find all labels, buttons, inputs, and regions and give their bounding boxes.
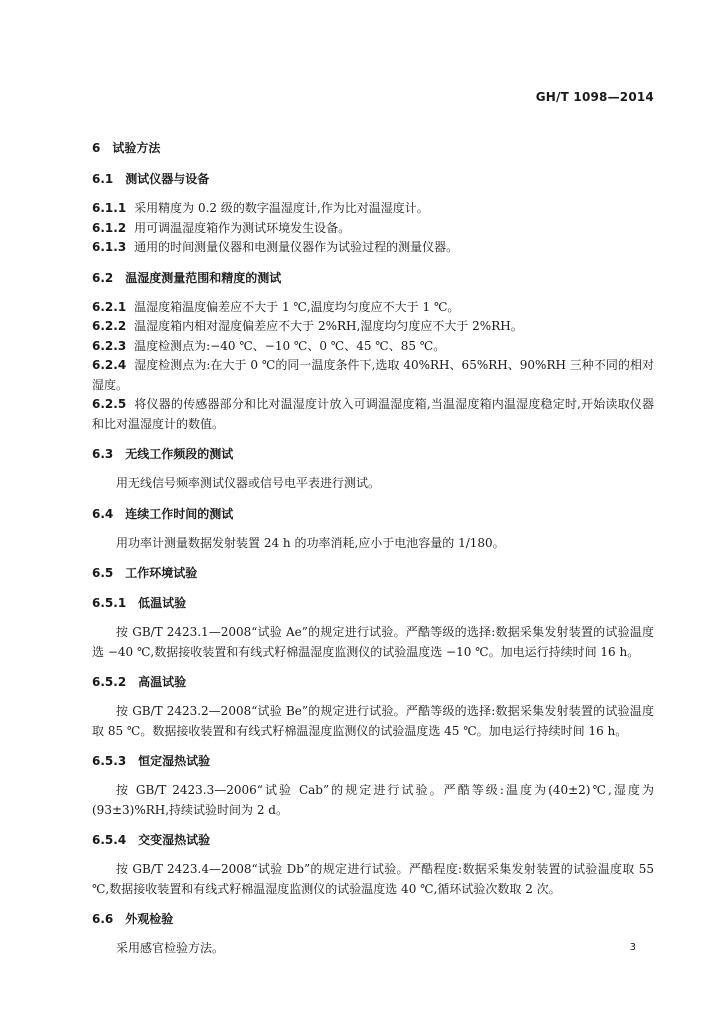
section-heading-6-5-3 (92, 751, 654, 771)
clause-6-2-2 (92, 317, 654, 337)
clause-6-1-3 (92, 238, 654, 258)
clause-6-1-2 (92, 219, 654, 239)
section-title: 试验方法 (112, 141, 161, 155)
clause-6-2-5 (92, 395, 654, 434)
section-heading-6-5 (92, 563, 654, 583)
paragraph: 按 GB/T 2423.1—2008“试验 Ae”的规定进行试验。严酷等级的选择:数据采集发射装置的试验温度选 −40 ℃,数据接收装置和有线式籽棉温湿度监测仪的试验温度选 −10 ℃。加电运行持续时间 16 h。 (92, 625, 654, 659)
paragraph: 用功率计测量数据发射装置 24 h 的功率消耗,应小于电池容量的 1/180。 (116, 535, 505, 550)
section-heading-6-5-2 (92, 672, 654, 692)
clause-text: 用可调温湿度箱作为测试环境发生设备。 (134, 220, 351, 235)
section-heading-6 (92, 138, 654, 158)
clause-number: 6.2.1 (92, 299, 127, 314)
section-number: 6 (92, 141, 101, 155)
page-number: 3 (629, 942, 636, 953)
section-number: 6.5.4 (92, 833, 127, 847)
clause-6-2-1 (92, 298, 654, 318)
section-title: 高温试验 (138, 675, 187, 689)
section-heading-6-1 (92, 169, 654, 189)
paragraph: 用无线信号频率测试仪器或信号电平表进行测试。 (116, 476, 381, 490)
paragraph: 按 GB/T 2423.3—2006“试验 Cab”的规定进行试验。严酷等级:温度为(40±2)℃,湿度为(93±3)%RH,持续试验时间为 2 d。 (92, 783, 654, 817)
standard-code: GH/T 1098—2014 (535, 90, 654, 104)
section-title: 低温试验 (138, 596, 187, 610)
clause-text: 通用的时间测量仪器和电测量仪器作为试验过程的测量仪器。 (134, 240, 459, 254)
clause-6-2-4 (92, 356, 654, 395)
paragraph: 采用感官检验方法。 (116, 941, 225, 955)
clause-number: 6.1.1 (92, 201, 127, 215)
section-heading-6-5-1 (92, 593, 654, 613)
clause-number: 6.2.4 (92, 358, 127, 372)
clause-number: 6.1.3 (92, 240, 127, 254)
clause-text: 湿度检测点为:在大于 0 ℃的同一温度条件下,选取 40%RH、65%RH、90%RH 三种不同的相对湿度。 (92, 358, 654, 392)
section-heading-6-6 (92, 909, 654, 929)
section-number: 6.3 (92, 447, 114, 461)
section-6-content (92, 138, 654, 969)
clause-number: 6.2.5 (92, 397, 127, 411)
section-number: 6.2 (92, 270, 114, 285)
paragraph: 按 GB/T 2423.4—2008“试验 Db”的规定进行试验。严酷程度:数据采集发射装置的试验温度取 55 ℃,数据接收装置和有线式籽棉温湿度监测仪的试验温度选 40 ℃,循环试验次数取 2 次。 (92, 862, 654, 896)
clause-text: 将仪器的传感器部分和比对温湿度计放入可调温湿度箱,当温湿度箱内温湿度稳定时,开始读取仪器和比对温湿度计的数值。 (92, 397, 654, 431)
section-title: 交变湿热试验 (138, 833, 211, 847)
paragraph: 按 GB/T 2423.2—2008“试验 Be”的规定进行试验。严酷等级的选择:数据采集发射装置的试验温度取 85 ℃。数据接收装置和有线式籽棉温湿度监测仪的试验温度选 45 ℃。加电运行持续时间 16 h。 (92, 704, 654, 738)
section-title: 外观检验 (125, 912, 174, 926)
section-title: 测试仪器与设备 (125, 172, 210, 186)
section-heading-6-3 (92, 444, 654, 464)
section-heading-6-2 (92, 268, 654, 288)
section-title: 连续工作时间的测试 (125, 506, 234, 521)
section-number: 6.5.2 (92, 675, 127, 689)
section-title: 工作环境试验 (125, 566, 198, 580)
clause-6-2-3 (92, 337, 654, 357)
section-number: 6.5 (92, 566, 114, 580)
section-number: 6.6 (92, 912, 114, 926)
clause-text: 温湿度箱内相对湿度偏差应不大于 2%RH,湿度均匀度应不大于 2%RH。 (134, 319, 523, 333)
clause-text: 温度检测点为:−40 ℃、−10 ℃、0 ℃、45 ℃、85 ℃。 (134, 338, 446, 353)
section-heading-6-5-4 (92, 830, 654, 850)
clause-number: 6.1.2 (92, 220, 127, 235)
section-number: 6.1 (92, 172, 114, 186)
section-number: 6.4 (92, 506, 114, 521)
clause-number: 6.2.2 (92, 319, 127, 333)
section-heading-6-4 (92, 504, 654, 524)
clause-text: 采用精度为 0.2 级的数字温湿度计,作为比对温湿度计。 (134, 201, 429, 215)
section-number: 6.5.1 (92, 596, 127, 610)
clause-number: 6.2.3 (92, 338, 127, 353)
section-title: 无线工作频段的测试 (125, 447, 234, 461)
section-title: 温湿度测量范围和精度的测试 (125, 270, 282, 285)
clause-text: 温湿度箱温度偏差应不大于 1 ℃,温度均匀度应不大于 1 ℃。 (134, 299, 460, 314)
section-number: 6.5.3 (92, 754, 127, 768)
clause-6-1-1 (92, 199, 654, 219)
section-title: 恒定湿热试验 (138, 754, 211, 768)
